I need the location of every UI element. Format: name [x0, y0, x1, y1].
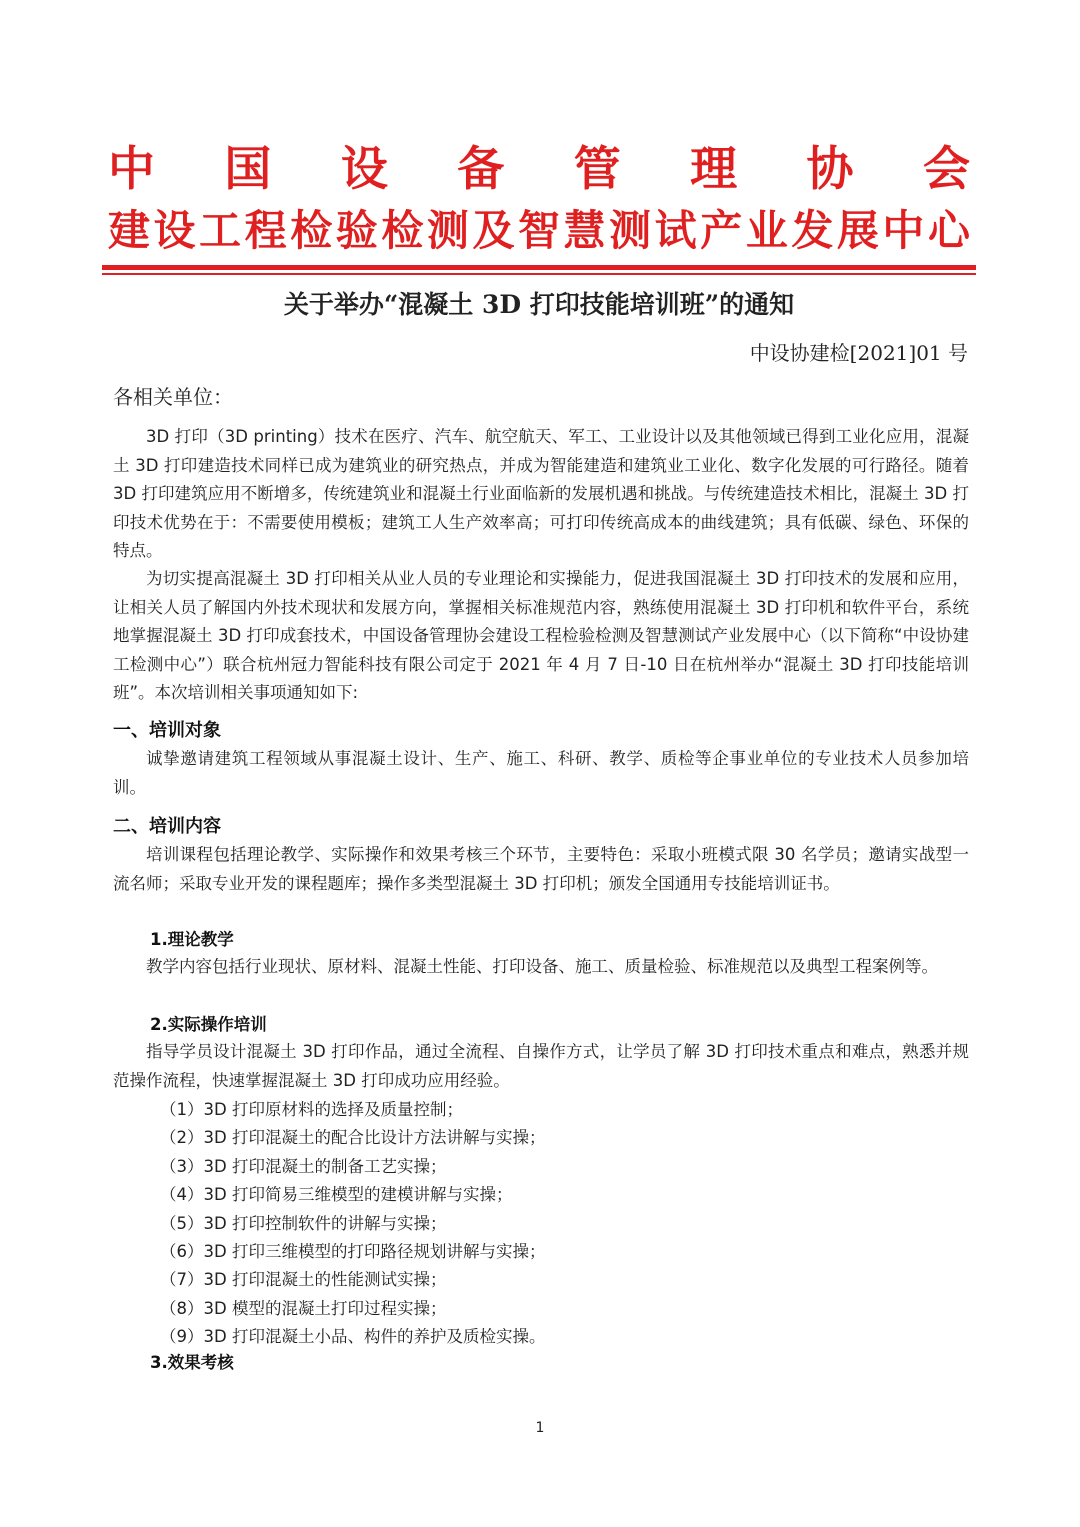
org-char: 中 — [108, 142, 155, 197]
trainees-paragraph: 诚挚邀请建筑工程领域从事混凝土设计、生产、施工、科研、教学、质检等企事业单位的专业技术人员参加培训。 — [113, 749, 969, 797]
org-char: 备 — [457, 142, 505, 197]
list-item: （6）3D 打印三维模型的打印路径规划讲解与实操； — [160, 1241, 546, 1261]
subheading-practice: 2.实际操作培训 — [150, 1015, 267, 1034]
association-name — [108, 140, 970, 200]
salutation: 各相关单位： — [113, 385, 233, 409]
page-number: 1 — [535, 1420, 545, 1436]
list-item: （4）3D 打印简易三维模型的建模讲解与实操； — [160, 1185, 513, 1205]
notice-title: 关于举办“混凝土 3D 打印技能培训班”的通知 — [283, 290, 795, 319]
list-item: （2）3D 打印混凝土的配合比设计方法讲解与实操； — [160, 1128, 546, 1148]
list-item: （9）3D 打印混凝土小品、构件的养护及质检实操。 — [160, 1327, 546, 1347]
list-item: （3）3D 打印混凝土的制备工艺实操； — [160, 1156, 447, 1176]
content-paragraph: 培训课程包括理论教学、实际操作和效果考核三个环节，主要特色：采取小班模式限 30 名学员；邀请实战型一流名师；采取专业开发的课程题库；操作多类型混凝土 3D 打印机；颁发全国通用专技能培训证书。 — [113, 845, 969, 893]
practice-paragraph: 指导学员设计混凝土 3D 打印作品，通过全流程、自操作方式，让学员了解 3D 打印技术重点和难点，熟悉并规范操作流程，快速掌握混凝土 3D 打印成功应用经验。 — [113, 1042, 969, 1090]
intro-paragraph-1: 3D 打印（3D printing）技术在医疗、汽车、航空航天、军工、工业设计以及其他领域已得到工业化应用，混凝土 3D 打印建造技术同样已成为建筑业的研究热点，并成为智能建造和建筑业工业化、数字化发展的可行路径。随着 3D 打印建筑应用不断增多，传统建筑业和混凝土行业面临新的发展机遇和挑战。与传统建造技术相比，混凝土 3D 打印技术优势在于：不需要使用模板；建筑工人生产效率高；可打印传统高成本的曲线建筑；具有低碳、绿色、环保的特点。 — [113, 427, 969, 560]
header-rule-thick — [102, 265, 976, 270]
center-name: 建设工程检验检测及智慧测试产业发展中心 — [108, 206, 970, 255]
list-item: （8）3D 模型的混凝土打印过程实操； — [160, 1298, 447, 1318]
intro-paragraph-2: 为切实提高混凝土 3D 打印相关从业人员的专业理论和实操能力，促进我国混凝土 3D 打印技术的发展和应用，让相关人员了解国内外技术现状和发展方向，掌握相关标准规范内容，熟练使用混凝土 3D 打印机和软件平台，系统地掌握混凝土 3D 打印成套技术，中国设备管理协会建设工程检验检测及智慧测试产业发展中心（以下简称“中设协建工检测中心”）联合杭州冠力智能科技有限公司定于 2021 年 4 月 7 日-10 日在杭州举办“混凝土 3D 打印技能培训班”。本次培训相关事项通知如下: — [113, 569, 969, 702]
document-number: 中设协建检[2021]01 号 — [749, 341, 968, 365]
list-item: （1）3D 打印原材料的选择及质量控制； — [160, 1100, 463, 1119]
org-char: 国 — [224, 142, 272, 197]
practice-item-list — [160, 1096, 545, 1352]
subheading-theory: 1.理论教学 — [150, 930, 234, 949]
theory-paragraph: 教学内容包括行业现状、原材料、混凝土性能、打印设备、施工、质量检验、标准规范以及典型工程案例等。 — [146, 957, 938, 976]
subheading-assessment: 3.效果考核 — [150, 1353, 234, 1372]
header-rule-thin — [102, 273, 976, 275]
org-char: 会 — [922, 142, 970, 197]
org-char: 管 — [573, 142, 621, 197]
list-item: （7）3D 打印混凝土的性能测试实操； — [160, 1270, 447, 1290]
section-heading-content: 二、培训内容 — [113, 816, 221, 837]
org-char: 理 — [690, 142, 738, 197]
list-item: （5）3D 打印控制软件的讲解与实操； — [160, 1213, 447, 1233]
org-char: 协 — [806, 142, 854, 197]
org-char: 设 — [340, 142, 388, 197]
section-heading-trainees: 一、培训对象 — [113, 720, 221, 741]
